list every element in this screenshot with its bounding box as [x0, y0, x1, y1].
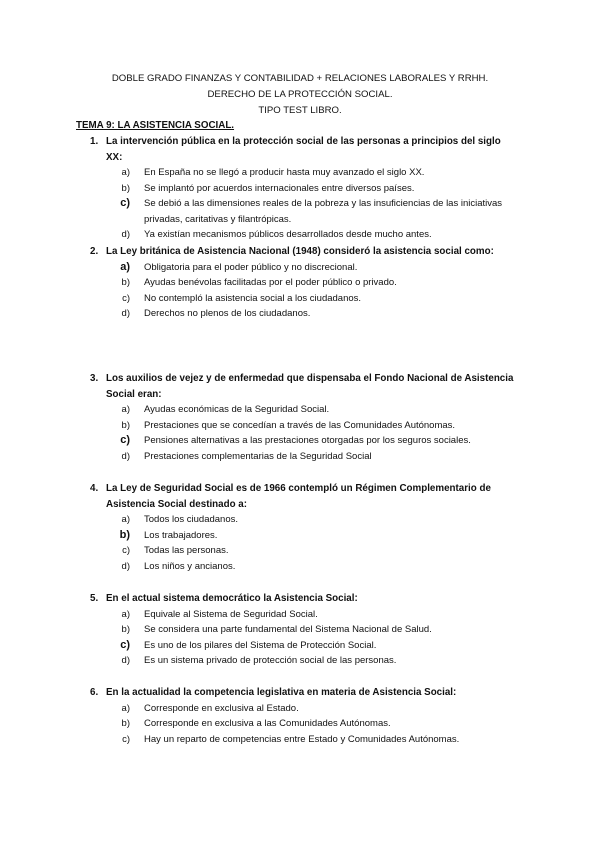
option-text: Los trabajadores.: [144, 529, 218, 541]
option-letter: c): [122, 292, 130, 304]
question-number: 2.: [90, 246, 99, 257]
option-b: [76, 181, 516, 197]
question-text: En el actual sistema democrático la Asistencia Social:: [106, 593, 358, 604]
question-2: [76, 244, 516, 322]
option-letter: b): [121, 182, 130, 194]
option-letter: c): [122, 733, 130, 745]
question-number: 3.: [90, 373, 99, 384]
option-d: [76, 306, 516, 322]
option-letter: b): [119, 528, 130, 541]
header-type: TIPO TEST LIBRO.: [258, 105, 342, 116]
option-letter: d): [121, 229, 130, 241]
option-letter: c): [120, 197, 130, 210]
option-c: [76, 543, 516, 559]
option-text: Todos los ciudadanos.: [144, 514, 239, 525]
question-6: [76, 685, 516, 747]
option-text: Corresponde en exclusiva a las Comunidades Autónomas.: [144, 718, 391, 730]
tema-title: TEMA 9: LA ASISTENCIA SOCIAL.: [76, 120, 235, 131]
question-text: La intervención pública en la protección social de las personas a principios del siglo XX:: [106, 136, 501, 163]
question-number: 1.: [90, 136, 99, 147]
option-a: [76, 512, 516, 528]
question-1: [76, 134, 516, 243]
option-text: Ayudas económicas de la Seguridad Social.: [144, 404, 330, 415]
option-text: Prestaciones que se concedían a través de las Comunidades Autónomas.: [144, 419, 456, 431]
question-text: En la actualidad la competencia legislativa en materia de Asistencia Social:: [106, 687, 457, 698]
option-text: Hay un reparto de competencias entre Estado y Comunidades Autónomas.: [144, 733, 460, 745]
option-letter: c): [120, 434, 130, 447]
option-b: [76, 275, 516, 291]
option-letter: c): [120, 638, 130, 651]
question-text: Los auxilios de vejez y de enfermedad que dispensaba el Fondo Nacional de Asistencia Social eran:: [106, 373, 514, 400]
question-number: 5.: [90, 593, 99, 604]
option-text: Los niños y ancianos.: [144, 560, 236, 572]
option-letter: a): [120, 260, 130, 273]
option-a: [76, 701, 516, 717]
option-letter: d): [121, 450, 130, 462]
option-d: [76, 227, 516, 243]
option-letter: b): [121, 419, 130, 431]
option-text: Se implantó por acuerdos internacionales entre diversos países.: [144, 182, 415, 194]
option-c: [76, 291, 516, 307]
document-header: [0, 71, 600, 119]
option-letter: d): [121, 560, 130, 572]
option-letter: b): [121, 624, 130, 636]
option-b: [76, 418, 516, 434]
option-b: [76, 622, 516, 638]
option-letter: a): [121, 702, 130, 714]
option-text: Todas las personas.: [144, 545, 229, 557]
option-letter: c): [122, 545, 130, 557]
option-letter: a): [121, 167, 130, 178]
option-text: Ya existían mecanismos públicos desarrollados desde mucho antes.: [144, 229, 432, 241]
option-text: Ayudas benévolas facilitadas por el poder público o privado.: [144, 277, 397, 289]
option-a: [76, 402, 516, 418]
question-3: [76, 371, 516, 464]
option-letter: a): [121, 608, 130, 620]
option-d: [76, 449, 516, 465]
option-a: [76, 607, 516, 623]
question-4: [76, 481, 516, 574]
option-c: [76, 433, 516, 449]
option-a: [76, 165, 516, 181]
question-text: La Ley de Seguridad Social es de 1966 contempló un Régimen Complementario de Asistencia Social destinado a:: [106, 483, 491, 510]
option-text: Equivale al Sistema de Seguridad Social.: [144, 608, 318, 620]
option-d: [76, 653, 516, 669]
option-text: Se considera una parte fundamental del Sistema Nacional de Salud.: [144, 624, 432, 636]
option-text: Obligatoria para el poder público y no discrecional.: [144, 261, 358, 273]
option-text: Es un sistema privado de protección social de las personas.: [144, 655, 397, 667]
question-5: [76, 591, 516, 669]
option-text: En España no se llegó a producir hasta muy avanzado el siglo XX.: [144, 167, 425, 178]
option-b: [76, 716, 516, 732]
option-a: [76, 260, 516, 276]
option-letter: b): [121, 277, 130, 289]
option-letter: a): [121, 404, 130, 415]
option-text: Prestaciones complementarias de la Seguridad Social: [144, 450, 372, 462]
question-number: 6.: [90, 687, 99, 698]
option-c: [76, 638, 516, 654]
option-text: Es uno de los pilares del Sistema de Protección Social.: [144, 639, 377, 651]
option-c: [76, 732, 516, 748]
question-text: La Ley británica de Asistencia Nacional (1948) consideró la asistencia social como:: [106, 246, 494, 257]
option-b: [76, 528, 516, 544]
option-d: [76, 559, 516, 575]
option-text: No contempló la asistencia social a los ciudadanos.: [144, 292, 362, 304]
option-letter: d): [121, 308, 130, 320]
option-text: Derechos no plenos de los ciudadanos.: [144, 308, 311, 320]
option-letter: a): [121, 514, 130, 525]
option-letter: b): [121, 718, 130, 730]
option-text: Corresponde en exclusiva al Estado.: [144, 702, 299, 714]
option-text: Pensiones alternativas a las prestaciones otorgadas por los seguros sociales.: [144, 435, 471, 447]
option-letter: d): [121, 655, 130, 667]
header-subject: DERECHO DE LA PROTECCIÓN SOCIAL.: [207, 89, 393, 100]
option-text: Se debió a las dimensiones reales de la pobreza y las insuficiencias de las iniciativas privadas, caritativas y filantrópicas.: [144, 198, 503, 225]
option-c: [76, 196, 516, 227]
header-course: DOBLE GRADO FINANZAS Y CONTABILIDAD + RELACIONES LABORALES Y RRHH.: [111, 73, 489, 84]
question-number: 4.: [90, 483, 99, 494]
